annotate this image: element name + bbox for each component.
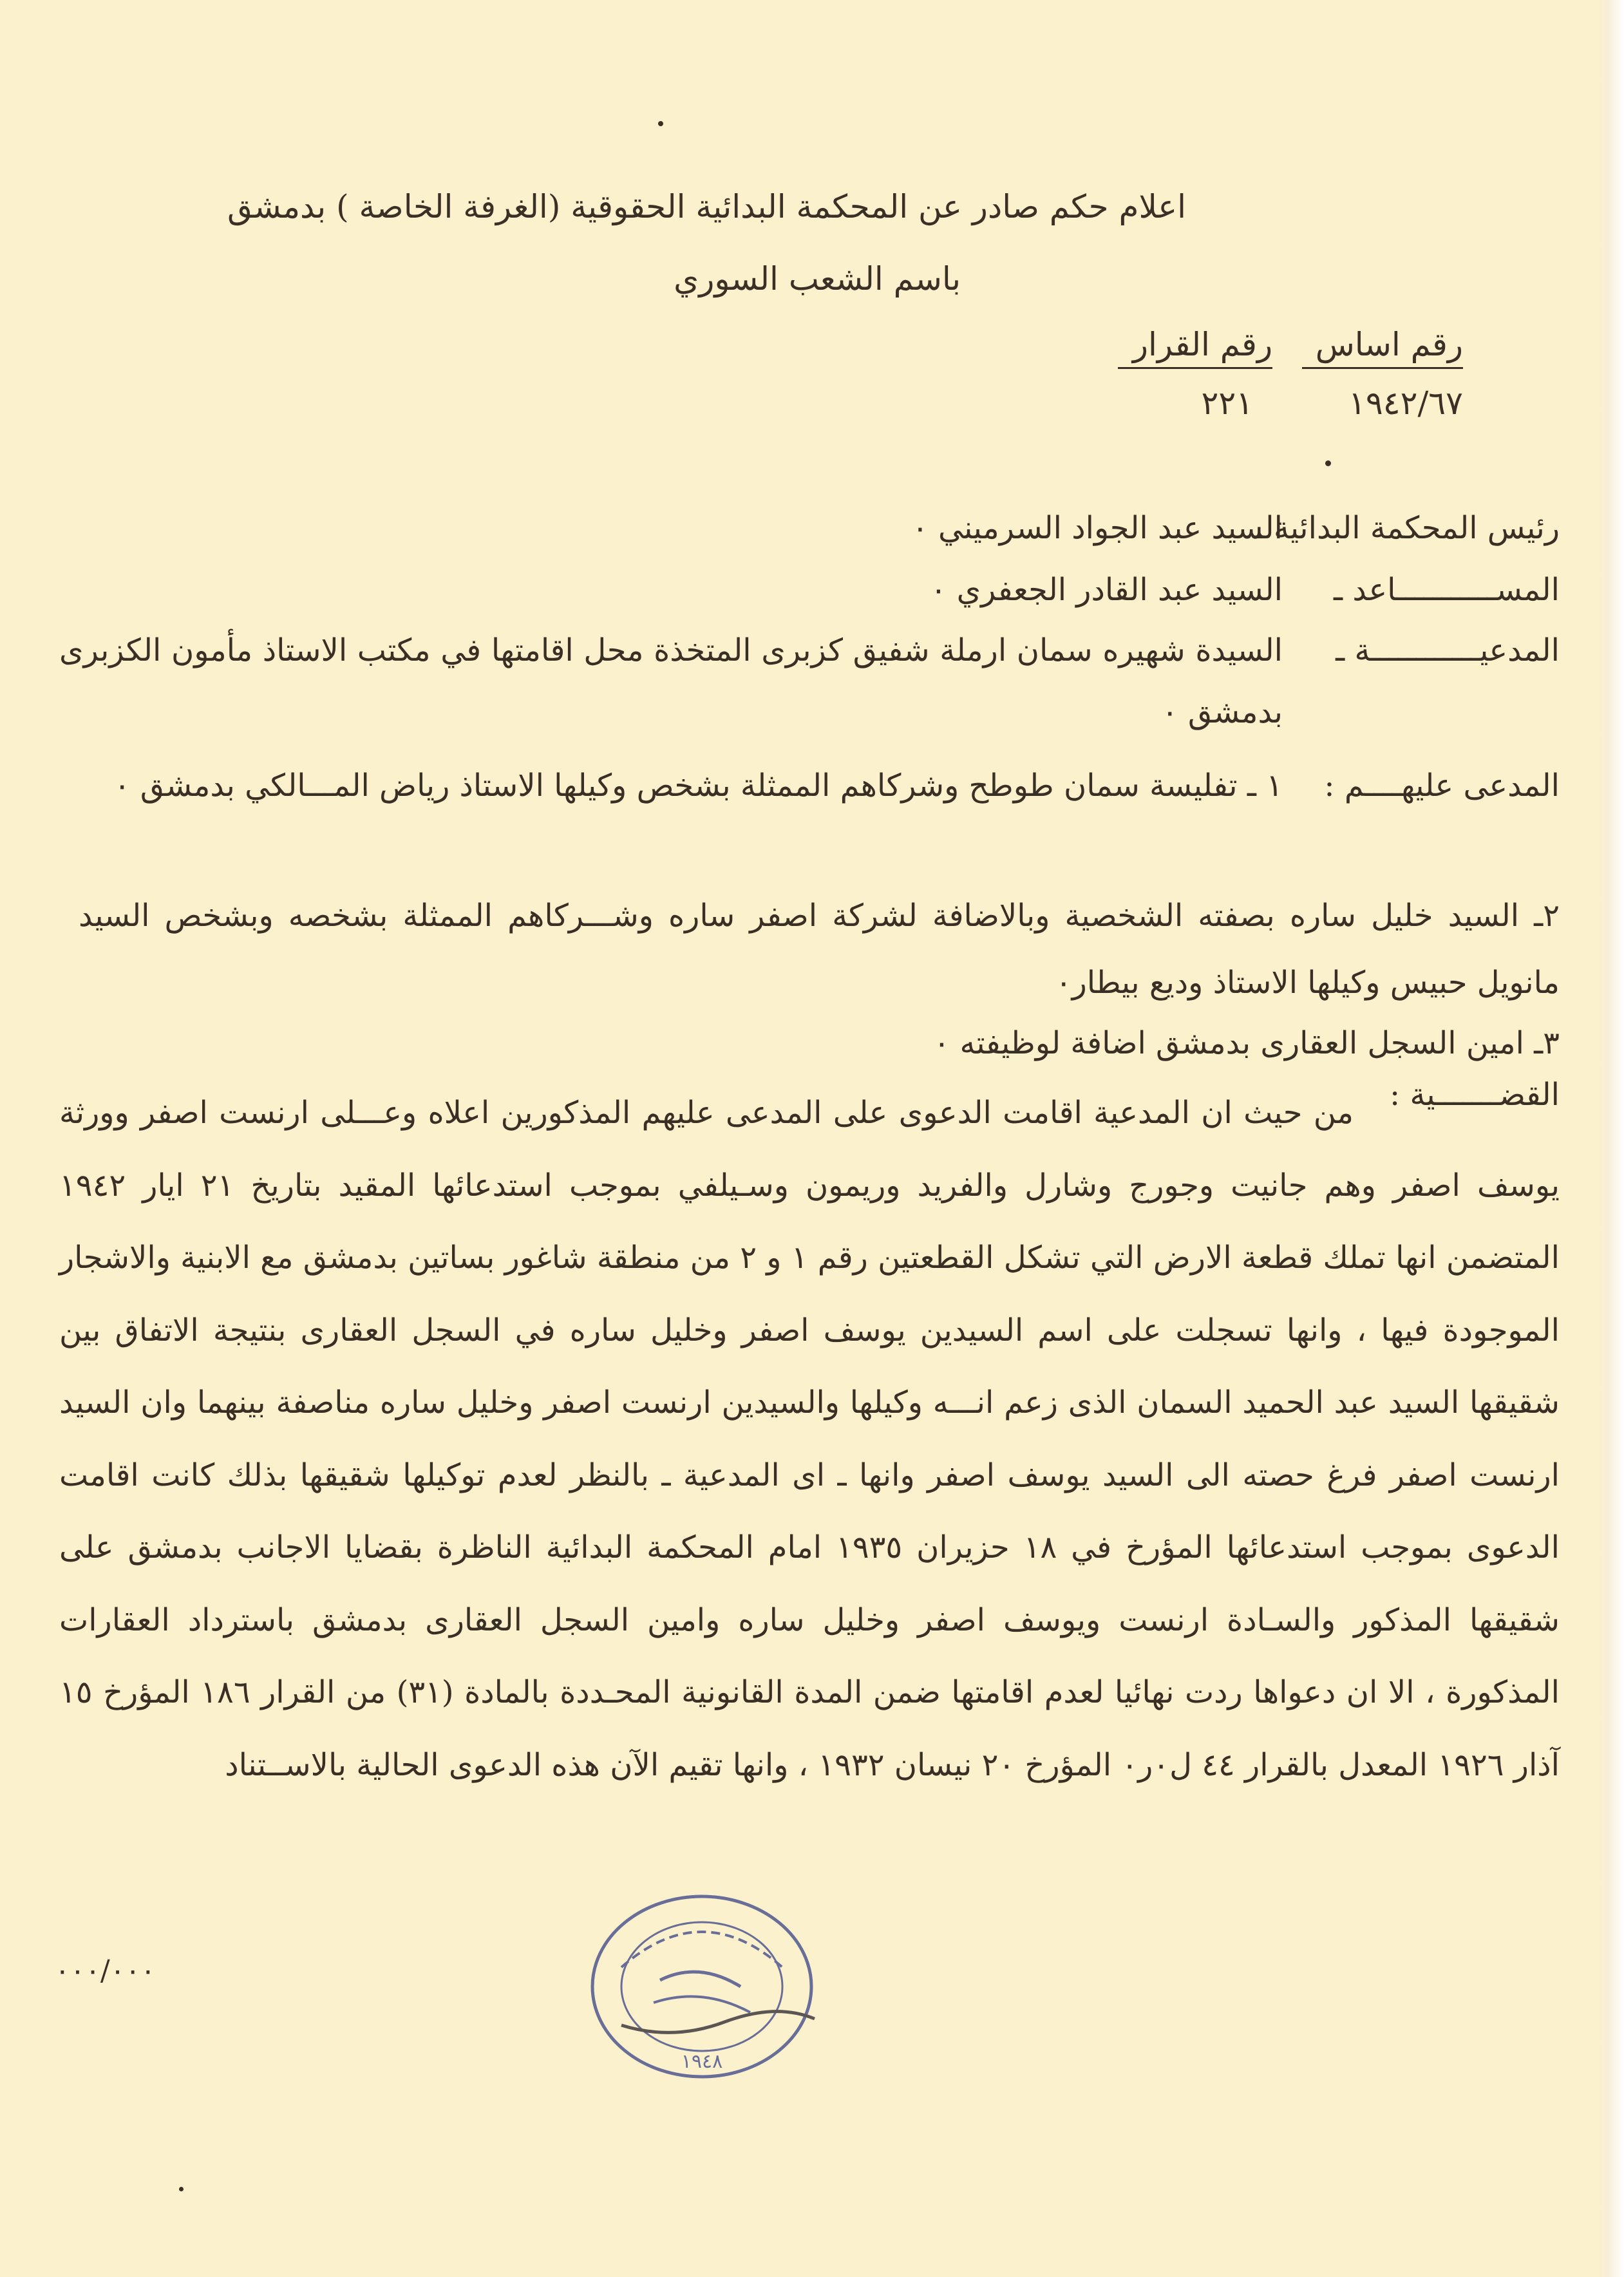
ink-speck — [1325, 460, 1331, 466]
seal-year: ١٩٤٨ — [681, 2050, 723, 2073]
seal-signature-stroke — [621, 2012, 815, 2033]
base-number-value: ١٩٤٢/٦٧ — [1348, 384, 1463, 422]
seal-text-arc — [621, 1932, 782, 1967]
paper-edge — [1597, 0, 1624, 2277]
defendant-item-2: ٢ـ السيد خليل ساره بصفته الشخصية وبالاضافة لشركة اصفر ساره وشـــركاهم الممثلة بشخصه وبشخص السيد مانويل حبيس وكيلها الاستاذ وديع بيطار٠ — [79, 898, 1560, 1001]
header-people-line: باسم الشعب السوري — [674, 260, 961, 298]
seal-outer-ring — [592, 1896, 811, 2077]
court-assistant-row — [59, 559, 1560, 621]
case-role: القضـــــــية : — [1390, 1077, 1560, 1113]
decision-values — [948, 384, 1463, 422]
decision-number-label: رقم القرار — [1118, 322, 1272, 369]
court-seal-stamp — [583, 1890, 821, 2090]
president-role: رئيس المحكمة البدائية ـ — [1254, 510, 1560, 546]
ink-speck — [179, 2187, 184, 2191]
defendants-role: المدعى عليهــــم : — [1324, 768, 1560, 804]
seal-center-mark-1 — [660, 1972, 741, 1987]
decision-labels — [948, 322, 1463, 369]
case-body-text: من حيث ان المدعية اقامت الدعوى على المدعى عليهم المذكورين اعلاه وعـــلى ارنست اصفر وورثة يوسف اصفر وهم جانيت وجورج وشارل والفريد وريمون وسـيلفي بموجب استدعائها المقيد بتاريخ ٢١ ايار ١٩٤٢ المتضمن انها تملك قطعة الارض التي تشكل القطعتين رقم ١ و ٢ من منطقة شاغور بساتين بدمشق مع الابنية والاشجار الموجودة فيها ، وانها تسجلت على اسم السيدين يوسف اصفر وخليل ساره في السجل العقارى بنتيجة الاتفاق بين شقيقها السيد عبد الحميد السمان الذى زعم انـــه وكيلها والسيدين ارنست اصفر وخليل ساره مناصفة بينهما وان السيد ارنست اصفر فرغ حصته الى السيد يوسف اصفر وانها ـ اى المدعية ـ بالنظر لعدم توكيلها شقيقها بذلك كانت اقامت الدعوى بموجب استدعائها المؤرخ في ١٨ حزيران ١٩٣٥ امام المحكمة البدائية الناظرة بقضايا الاجانب بدمشق على شقيقها المذكور والسـادة ارنست ويوسف اصفر وخليل ساره وامين السجل العقارى بدمشق باسترداد العقارات المذكورة ، الا ان دعواها ردت نهائيا لعدم اقامتها ضمن المدة القانونية المحـددة بالمادة (٣١) من القرار ١٨٦ المؤرخ ١٥ آذار ١٩٢٦ المعدل بالقرار ٤٤ ل٠ر٠ المؤرخ ٢٠ نيسان ١٩٣٢ ، وانها تقيم الآن هذه الدعوى الحالية بالاســتناد — [59, 1095, 1560, 1783]
defendant-item-3: ٣ـ امين السجل العقارى بدمشق اضافة لوظيفته ٠ — [933, 1025, 1560, 1061]
seal-center-mark-2 — [654, 1996, 750, 2012]
decision-number-value: ٢٢١ — [1201, 384, 1254, 422]
plaintiff-text: السيدة شهيره سمان ارملة شفيق كزبرى المتخذة محل اقامتها في مكتب الاستاذ مأمون الكزبرى بدمشق ٠ — [59, 632, 1283, 730]
president-name: السيد عبد الجواد السرميني ٠ — [912, 510, 1283, 546]
header-court-title: اعلام حكم صادر عن المحكمة البدائية الحقوقية (الغرفة الخاصة ) بدمشق — [227, 188, 1186, 225]
decision-number-block — [948, 322, 1463, 422]
continuation-marker: ٠٠٠/٠٠٠ — [55, 1954, 156, 1987]
defendant-item-1: ١ ـ تفليسة سمان طوطح وشركاهم الممثلة بشخص وكيلها الاستاذ رياض المـــالكي بدمشق ٠ — [113, 768, 1283, 804]
court-president-row — [59, 497, 1560, 559]
ink-speck — [658, 121, 663, 126]
base-number-label: رقم اساس — [1302, 322, 1463, 369]
assistant-role: المســـــــــــاعد ـ — [1334, 572, 1560, 608]
plaintiff-row — [59, 619, 1560, 743]
defendants-row — [59, 752, 1560, 819]
assistant-name: السيد عبد القادر الجعفري ٠ — [930, 572, 1283, 608]
plaintiff-role: المدعيــــــــــــة ـ — [1336, 632, 1560, 668]
document-header — [220, 171, 1186, 315]
